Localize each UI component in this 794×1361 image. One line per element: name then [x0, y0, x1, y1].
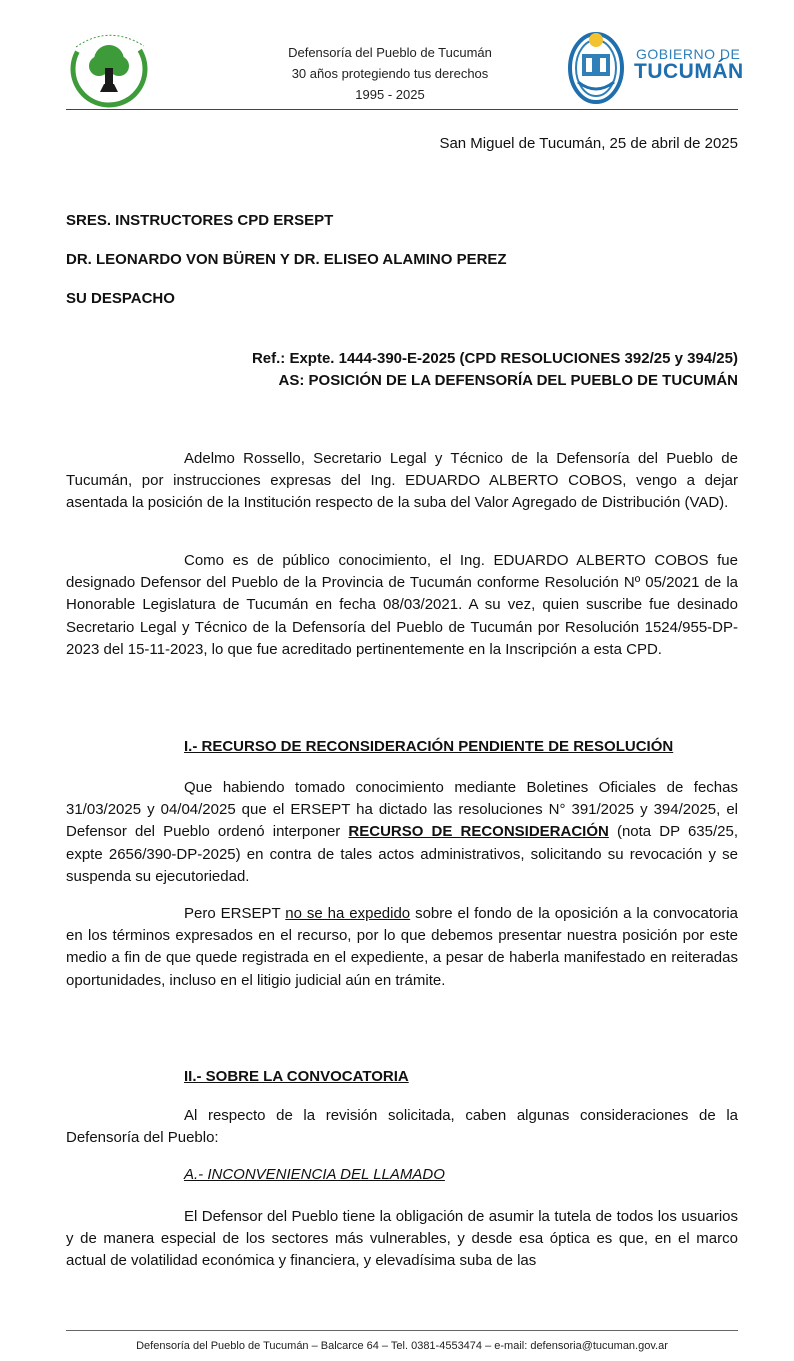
intro-paragraph-2-text: Como es de público conocimiento, el Ing. EDUARDO ALBERTO COBOS fue designado Defensor del Pueblo de la Provincia de Tucumán conforme Resolución Nº 05/2021 de la Honorable Legislatura de Tucumán en fecha 08/03/2021. A su vez, quien suscribe fue desinado Secretario Legal y Técnico de la Defensoría del Pueblo de Tucumán por Resolución 1524/955-DP-2023 del 15-11-2023, lo que fue acreditado pertinentemente en la Inscripción a esta CPD.	[66, 552, 738, 658]
subsection-a-title: A.- INCONVENIENCIA DEL LLAMADO	[184, 1166, 445, 1183]
section-2-paragraph-2	[66, 1206, 738, 1273]
letterhead-title: Defensoría del Pueblo de Tucumán	[288, 45, 492, 60]
intro-paragraph-2	[66, 550, 738, 661]
section-1-title: I.- RECURSO DE RECONSIDERACIÓN PENDIENTE DE RESOLUCIÓN	[184, 738, 674, 755]
addressee-line-1: SRES. INSTRUCTORES CPD ERSEPT	[66, 212, 334, 229]
section-1-paragraph-2	[66, 903, 738, 992]
tucuman-label: TUCUMÁN	[634, 60, 744, 83]
defensoria-logo-icon	[64, 22, 154, 112]
addressee-line-2: DR. LEONARDO VON BÜREN Y DR. ELISEO ALAMINO PEREZ	[66, 251, 507, 268]
section-2-paragraph-2-text: El Defensor del Pueblo tiene la obligación de asumir la tutela de todos los usuarios y de manera especial de los sectores más vulnerables, y desde esa óptica es que, en el marco actual de volatilidad económica y financiera, y elevadísima suba de las	[66, 1208, 738, 1270]
addressee-line-3: SU DESPACHO	[66, 290, 175, 307]
section-1-paragraph-2-tail: sobre el fondo de la oposición a la convocatoria en los términos expresados en el recurso, por lo que debemos presentar nuestra posición por este medio a fin de que quede registrada en el expediente, a pesar de haberla manifestado en reiteradas oportunidades, incluso en el litigio judicial aún en trámite.	[66, 905, 738, 989]
letterhead	[0, 0, 794, 112]
section-2-title: II.- SOBRE LA CONVOCATORIA	[184, 1068, 409, 1085]
tucuman-shield-icon	[566, 24, 630, 108]
letterhead-slogan: 30 años protegiendo tus derechos	[291, 66, 489, 81]
footer-contact: Defensoría del Pueblo de Tucumán – Balcarce 64 – Tel. 0381-4553474 – e-mail: defensoria@tucuman.gov.ar	[136, 1340, 668, 1352]
section-2-paragraph-1-text: Al respecto de la revisión solicitada, caben algunas consideraciones de la Defensoría del Pueblo:	[66, 1107, 738, 1147]
letterhead-years: 1995 - 2025	[355, 87, 425, 102]
recurso-reconsideracion-emphasis: RECURSO DE RECONSIDERACIÓN	[348, 823, 609, 841]
intro-paragraph-1	[66, 448, 738, 515]
letterhead-text	[220, 42, 560, 105]
gobierno-tucuman-logo	[566, 24, 742, 108]
section-1-paragraph-1-tail: (nota DP 635/25, expte 2656/390-DP-2025) en contra de tales actos administrativos, solicitando su revocación y se suspenda su ejecutoriedad.	[66, 823, 738, 885]
gobierno-label: GOBIERNO DE	[636, 46, 741, 62]
header-divider	[66, 109, 738, 110]
letter-date: San Miguel de Tucumán, 25 de abril de 2025	[439, 135, 738, 152]
no-expedido-emphasis: no se ha expedido	[285, 905, 411, 922]
footer-divider	[66, 1330, 738, 1331]
subject-line: AS: POSICIÓN DE LA DEFENSORÍA DEL PUEBLO DE TUCUMÁN	[278, 372, 738, 389]
section-1-paragraph-1	[66, 777, 738, 888]
section-1-paragraph-1-text: Que habiendo tomado conocimiento mediante Boletines Oficiales de fechas 31/03/2025 y 04/04/2025 que el ERSEPT ha dictado las resoluciones N° 391/2025 y 394/2025, el Defensor del Pueblo ordenó interponer	[66, 779, 738, 841]
reference-line: Ref.: Expte. 1444-390-E-2025 (CPD RESOLUCIONES 392/25 y 394/25)	[251, 350, 738, 367]
section-1-paragraph-2-text: Pero ERSEPT	[184, 905, 286, 922]
section-2-paragraph-1	[66, 1105, 738, 1149]
intro-paragraph-1-text: Adelmo Rossello, Secretario Legal y Técnico de la Defensoría del Pueblo de Tucumán, por instrucciones expresas del Ing. EDUARDO ALBERTO COBOS, vengo a dejar asentada la posición de la Institución respecto de la suba del Valor Agregado de Distribución (VAD).	[66, 450, 738, 512]
